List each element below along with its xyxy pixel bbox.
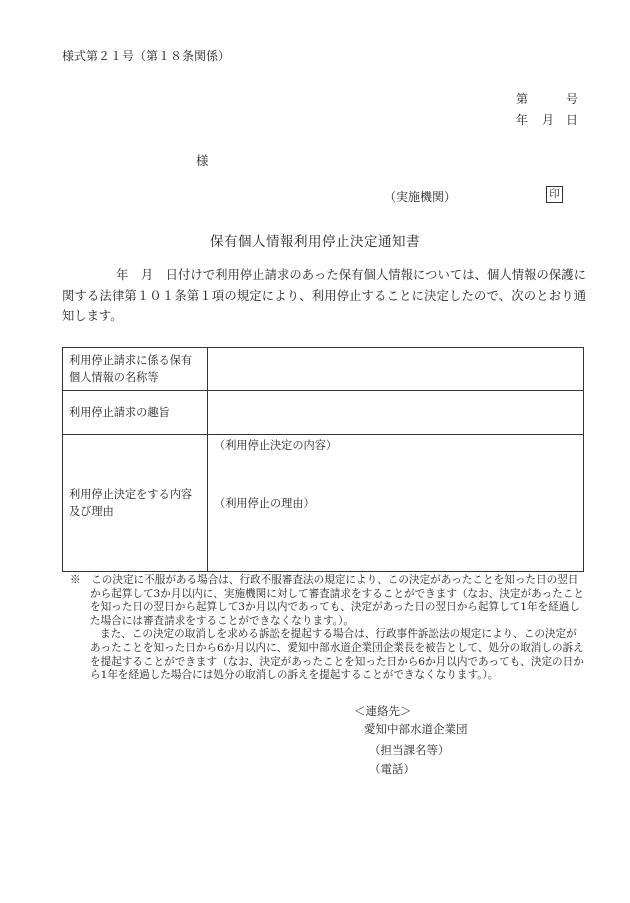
table-row [63, 391, 584, 435]
decision-reason-label: （利用停止の理由） [214, 497, 315, 510]
seal-mark: 印 [546, 186, 563, 203]
note-mark: ※ [70, 574, 81, 586]
contact-organization: 愛知中部水道企業団 [364, 722, 468, 736]
row2-label: 利用停止請求の趣旨 [63, 391, 208, 435]
date-day: 日 [566, 113, 579, 127]
table-row [63, 435, 584, 572]
row3-label: 利用停止決定をする内容 及び理由 [63, 435, 208, 572]
decision-content-label: （利用停止決定の内容） [214, 439, 338, 452]
row1-value [208, 348, 584, 391]
contact-phone: （電話） [369, 762, 415, 776]
addressee: 様 [196, 153, 209, 168]
note-paragraph-2: また、この決定の取消しを求める訴訟を提起する場合は、行政事件訴訟法の規定により、この決定があったことを知った日から6か月以内に、愛知中部水道企業団企業長を被告として、処分の取消しの訴えを提起することができます（なお、決定があったことを知った日から6か月以内であっても、決定の日から1年を経過した場合には処分の取消しの訴えを提起することができなくなります。）。 [90, 628, 584, 682]
body-paragraph [62, 265, 586, 327]
document-title: 保有個人情報利用停止決定通知書 [210, 234, 420, 250]
body-text: 利用停止請求のあった保有個人情報については、個人情報の保護に関する法律第１０１条第１項の規定により、利用停止することに決定したので、次のとおり通知します。 [62, 268, 586, 323]
table-row [63, 348, 584, 391]
row1-label: 利用停止請求に係る保有 個人情報の名称等 [63, 348, 208, 391]
contact-department: （担当課名等） [369, 743, 450, 757]
date-month: 月 [542, 113, 555, 127]
document-number-suffix: 号 [566, 92, 579, 106]
note-paragraph-1: ※ この決定に不服がある場合は、行政不服審査法の規定により、この決定があったことを知った日の翌日から起算して3か月以内に、実施機関に対して審査請求をすることができます（なお、決定があったことを知った日の翌日から起算して3か月以内であっても、決定があった日の翌日から起算して1年を経過した場合には審査請求をすることができなくなります。）。 [70, 574, 584, 627]
issuer-label: （実施機関） [384, 190, 457, 204]
row2-value [208, 391, 584, 435]
row3-value [208, 435, 584, 572]
notes [70, 574, 586, 683]
date-year: 年 [516, 113, 529, 127]
decision-table [62, 347, 584, 572]
contact-heading: ＜連絡先＞ [354, 704, 412, 718]
form-number: 様式第２１号（第１８条関係） [62, 49, 231, 63]
body-date-part: 年 月 日付けで [116, 268, 216, 282]
document-number-prefix: 第 [516, 92, 529, 106]
